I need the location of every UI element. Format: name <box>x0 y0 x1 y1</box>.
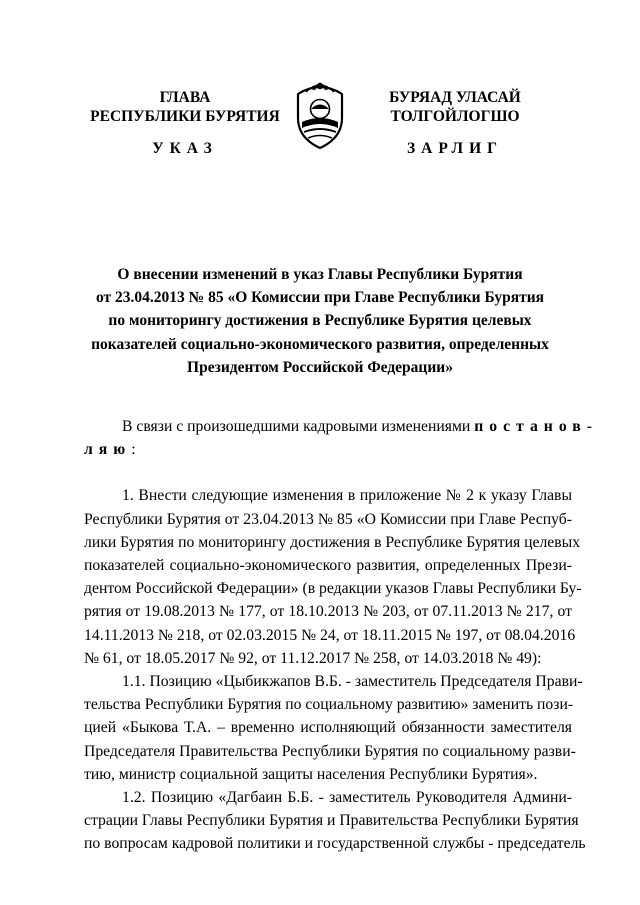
paragraph-line: 14.11.2013 № 218, от 02.03.2015 № 24, от 18.11.2015 № 197, от 08.04.2016 <box>84 626 576 644</box>
paragraph-line: тию, министр социальной защиты населения Республики Бурятия». <box>84 765 538 783</box>
paragraph-1-1 <box>84 670 583 786</box>
intro-resolve-word: постанов- <box>474 418 598 435</box>
paragraph-line: дентом Российской Федерации» (в редакции указов Главы Республики Бу- <box>84 580 582 598</box>
paragraph-line: Республики Бурятия от 23.04.2013 № 85 «О Комиссии при Главе Респуб- <box>84 510 572 528</box>
header-left <box>70 88 300 126</box>
paragraph-line: цией «Быкова Т.А. – временно исполняющий обязанности заместителя <box>84 719 572 737</box>
decree-label-bua: ЗАРЛИГ <box>407 140 503 157</box>
paragraph-line: 1. Внести следующие изменения в приложение № 2 к указу Главы <box>122 487 572 505</box>
header-right-subtitle: ТОЛГОЙЛОГШО <box>390 108 520 125</box>
intro-line-1 <box>84 415 598 438</box>
paragraph-line: Председателя Правительства Республики Бурятия по социальному разви- <box>84 742 576 760</box>
title-line: О внесении изменений в указ Главы Республики Бурятия <box>117 266 523 283</box>
intro-resolve-word-end: ляю <box>84 441 132 459</box>
title-line: Президентом Российской Федерации» <box>187 358 453 376</box>
paragraph-line: тельства Республики Бурятия по социальному развитию» заменить пози- <box>84 696 574 714</box>
paragraph-line: лики Бурятия по мониторингу достижения в Республике Бурятия целевых <box>84 533 581 551</box>
decree-label-ru: УКАЗ <box>152 140 218 157</box>
paragraph-line: страции Главы Республики Бурятия и Правительства Республики Бурятия <box>84 812 579 830</box>
paragraph-line: показателей социально-экономического развития, определенных Прези- <box>84 557 572 575</box>
title-line: показателей социально-экономического развития, определенных <box>91 335 549 353</box>
intro-colon: : <box>131 441 136 459</box>
paragraph-line: рятия от 19.08.2013 № 177, от 18.10.2013 № 203, от 07.11.2013 № 217, от <box>84 603 572 621</box>
intro-text: В связи с произошедшими кадровыми изменениями <box>122 418 475 435</box>
intro-line-2 <box>84 438 572 461</box>
title-line: по мониторингу достижения в Республике Бурятия целевых <box>108 312 532 330</box>
coat-of-arms-emblem <box>292 76 348 150</box>
paragraph-line: 1.1. Позицию «Цыбикжапов В.Б. - заместитель Председателя Прави- <box>122 673 583 691</box>
paragraph-1-2 <box>84 786 586 856</box>
header-left-title: ГЛАВА <box>159 89 211 106</box>
title-line: от 23.04.2013 № 85 «О Комиссии при Главе Республики Бурятия <box>95 289 545 307</box>
header-left-subtitle: РЕСПУБЛИКИ БУРЯТИЯ <box>90 108 280 125</box>
paragraph-line: 1.2. Позицию «Дагбаин Б.Б. - заместитель Руководителя Админи- <box>122 789 572 807</box>
document-body <box>84 415 598 856</box>
header-right-title: БУРЯАД УЛАСАЙ <box>389 89 521 106</box>
paragraph-1 <box>84 484 582 670</box>
paragraph-line: по вопросам кадровой политики и государственной службы - председатель <box>84 835 586 853</box>
document-title <box>70 263 570 379</box>
paragraph-line: № 61, от 18.05.2017 № 92, от 11.12.2017 № 258, от 14.03.2018 № 49): <box>84 649 542 667</box>
header-right <box>340 88 570 126</box>
